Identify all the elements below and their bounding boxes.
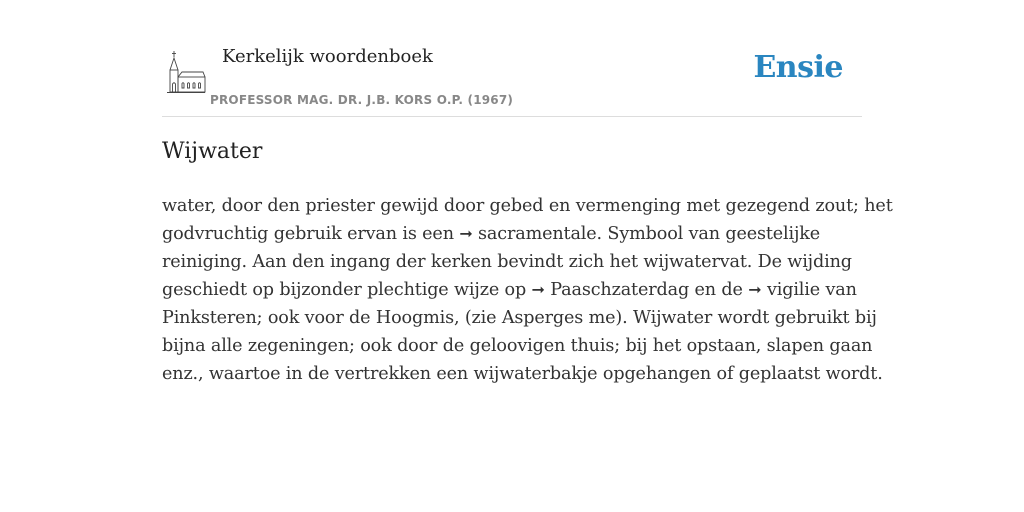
cross-reference-label: sacramentale <box>478 224 597 244</box>
cross-reference-link-vigilie-van-pinksteren[interactable] <box>748 280 857 300</box>
definition-line <box>162 276 862 304</box>
definition-line <box>162 192 893 220</box>
cross-reference-label: Paaschzaterdag <box>550 280 690 300</box>
cross-reference-link-sacramentale[interactable] <box>459 224 596 244</box>
page-header <box>162 40 862 117</box>
definition-text: en de <box>689 280 749 300</box>
entry-definition <box>162 192 893 388</box>
definition-text: water, door den priester gewijd door gebed en vermenging met gezegend zout; het <box>162 196 893 216</box>
definition-line <box>162 360 883 388</box>
arrow-right-icon: ➞ <box>459 224 473 243</box>
definition-text: . Symbool van geestelijke <box>596 224 821 244</box>
arrow-right-icon: ➞ <box>748 280 762 299</box>
definition-text: Pinksteren; ook voor de Hoogmis, (zie Asperges me). Wijwater wordt gebruikt bij <box>162 308 877 328</box>
definition-line <box>162 332 873 360</box>
definition-text: enz., waartoe in de vertrekken een wijwaterbakje opgehangen of geplaatst wordt. <box>162 364 883 384</box>
entry-title: Wijwater <box>162 139 263 164</box>
ensie-logo-link[interactable]: Ensie <box>753 50 843 85</box>
definition-text: godvruchtig gebruik ervan is een <box>162 224 460 244</box>
book-author: PROFESSOR MAG. DR. J.B. KORS O.P. (1967) <box>210 93 514 107</box>
church-icon <box>166 50 206 94</box>
definition-text: geschiedt op bijzonder plechtige wijze op <box>162 280 532 300</box>
cross-reference-link-paaschzaterdag[interactable] <box>532 280 690 300</box>
definition-line <box>162 304 877 332</box>
arrow-right-icon: ➞ <box>531 280 545 299</box>
definition-line <box>162 220 862 248</box>
definition-text: reiniging. Aan den ingang der kerken bevindt zich het wijwatervat. De wijding <box>162 252 852 272</box>
cross-reference-label: vigilie van <box>766 280 857 300</box>
definition-text: bijna alle zegeningen; ook door de geloovigen thuis; bij het opstaan, slapen gaan <box>162 336 873 356</box>
book-title: Kerkelijk woordenboek <box>222 46 433 67</box>
definition-line <box>162 248 862 276</box>
